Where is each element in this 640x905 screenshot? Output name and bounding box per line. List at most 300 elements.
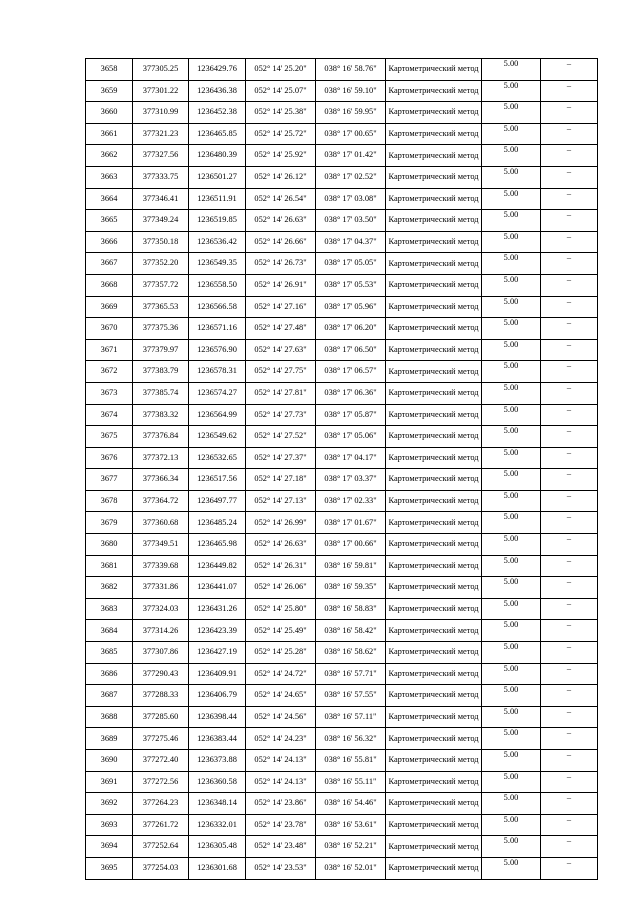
point-number-cell: 3676	[86, 447, 133, 469]
longitude-cell: 038° 17' 03.50"	[316, 210, 386, 232]
accuracy-cell: 5.00	[482, 123, 541, 145]
latitude-cell: 052° 14' 27.37"	[246, 447, 316, 469]
table-row	[86, 166, 598, 188]
point-number-cell: 3673	[86, 382, 133, 404]
longitude-cell: 038° 17' 00.66"	[316, 534, 386, 556]
method-cell: Картометрический метод	[386, 102, 482, 124]
longitude-cell: 038° 16' 55.11"	[316, 771, 386, 793]
note-cell: –	[541, 447, 598, 469]
note-cell: –	[541, 512, 598, 534]
x-coordinate-cell: 377350.18	[133, 231, 189, 253]
table-row	[86, 793, 598, 815]
x-coordinate-cell: 377379.97	[133, 339, 189, 361]
y-coordinate-cell: 1236564.99	[189, 404, 246, 426]
point-number-cell: 3668	[86, 274, 133, 296]
method-cell: Картометрический метод	[386, 577, 482, 599]
accuracy-cell: 5.00	[482, 426, 541, 448]
x-coordinate-cell: 377327.56	[133, 145, 189, 167]
table-row	[86, 102, 598, 124]
table-row	[86, 188, 598, 210]
longitude-cell: 038° 17' 03.08"	[316, 188, 386, 210]
note-cell: –	[541, 296, 598, 318]
note-cell: –	[541, 339, 598, 361]
latitude-cell: 052° 14' 25.07"	[246, 80, 316, 102]
x-coordinate-cell: 377305.25	[133, 59, 189, 81]
x-coordinate-cell: 377261.72	[133, 814, 189, 836]
note-cell: –	[541, 166, 598, 188]
note-cell: –	[541, 426, 598, 448]
x-coordinate-cell: 377365.53	[133, 296, 189, 318]
accuracy-cell: 5.00	[482, 274, 541, 296]
longitude-cell: 038° 16' 54.46"	[316, 793, 386, 815]
x-coordinate-cell: 377364.72	[133, 490, 189, 512]
table-row	[86, 231, 598, 253]
method-cell: Картометрический метод	[386, 771, 482, 793]
accuracy-cell: 5.00	[482, 361, 541, 383]
method-cell: Картометрический метод	[386, 404, 482, 426]
accuracy-cell: 5.00	[482, 102, 541, 124]
point-number-cell: 3664	[86, 188, 133, 210]
longitude-cell: 038° 16' 55.81"	[316, 750, 386, 772]
point-number-cell: 3686	[86, 663, 133, 685]
method-cell: Картометрический метод	[386, 642, 482, 664]
x-coordinate-cell: 377376.84	[133, 426, 189, 448]
y-coordinate-cell: 1236549.35	[189, 253, 246, 275]
note-cell: –	[541, 59, 598, 81]
x-coordinate-cell: 377372.13	[133, 447, 189, 469]
method-cell: Картометрический метод	[386, 490, 482, 512]
table-row	[86, 318, 598, 340]
longitude-cell: 038° 17' 01.67"	[316, 512, 386, 534]
x-coordinate-cell: 377272.56	[133, 771, 189, 793]
longitude-cell: 038° 17' 04.17"	[316, 447, 386, 469]
x-coordinate-cell: 377375.36	[133, 318, 189, 340]
x-coordinate-cell: 377264.23	[133, 793, 189, 815]
point-number-cell: 3680	[86, 534, 133, 556]
longitude-cell: 038° 17' 00.65"	[316, 123, 386, 145]
y-coordinate-cell: 1236431.26	[189, 598, 246, 620]
x-coordinate-cell: 377366.34	[133, 469, 189, 491]
note-cell: –	[541, 814, 598, 836]
point-number-cell: 3693	[86, 814, 133, 836]
table-row	[86, 577, 598, 599]
table-row	[86, 490, 598, 512]
x-coordinate-cell: 377383.32	[133, 404, 189, 426]
latitude-cell: 052° 14' 24.65"	[246, 685, 316, 707]
table-row	[86, 836, 598, 858]
coordinates-sheet	[85, 58, 597, 880]
accuracy-cell: 5.00	[482, 598, 541, 620]
method-cell: Картометрический метод	[386, 793, 482, 815]
point-number-cell: 3688	[86, 706, 133, 728]
y-coordinate-cell: 1236452.38	[189, 102, 246, 124]
table-row	[86, 210, 598, 232]
x-coordinate-cell: 377290.43	[133, 663, 189, 685]
y-coordinate-cell: 1236423.39	[189, 620, 246, 642]
note-cell: –	[541, 598, 598, 620]
note-cell: –	[541, 685, 598, 707]
longitude-cell: 038° 16' 58.62"	[316, 642, 386, 664]
table-row	[86, 469, 598, 491]
point-number-cell: 3685	[86, 642, 133, 664]
y-coordinate-cell: 1236517.56	[189, 469, 246, 491]
latitude-cell: 052° 14' 23.78"	[246, 814, 316, 836]
accuracy-cell: 5.00	[482, 318, 541, 340]
table-row	[86, 382, 598, 404]
point-number-cell: 3667	[86, 253, 133, 275]
longitude-cell: 038° 17' 05.06"	[316, 426, 386, 448]
point-number-cell: 3689	[86, 728, 133, 750]
point-number-cell: 3674	[86, 404, 133, 426]
point-number-cell: 3694	[86, 836, 133, 858]
note-cell: –	[541, 145, 598, 167]
longitude-cell: 038° 16' 58.76"	[316, 59, 386, 81]
table-row	[86, 534, 598, 556]
x-coordinate-cell: 377360.68	[133, 512, 189, 534]
accuracy-cell: 5.00	[482, 620, 541, 642]
accuracy-cell: 5.00	[482, 706, 541, 728]
coordinates-table	[85, 58, 598, 880]
accuracy-cell: 5.00	[482, 771, 541, 793]
longitude-cell: 038° 17' 06.57"	[316, 361, 386, 383]
latitude-cell: 052° 14' 26.91"	[246, 274, 316, 296]
note-cell: –	[541, 274, 598, 296]
x-coordinate-cell: 377339.68	[133, 555, 189, 577]
latitude-cell: 052° 14' 27.16"	[246, 296, 316, 318]
longitude-cell: 038° 17' 02.52"	[316, 166, 386, 188]
x-coordinate-cell: 377310.99	[133, 102, 189, 124]
point-number-cell: 3687	[86, 685, 133, 707]
longitude-cell: 038° 16' 59.10"	[316, 80, 386, 102]
note-cell: –	[541, 534, 598, 556]
table-row	[86, 145, 598, 167]
x-coordinate-cell: 377324.03	[133, 598, 189, 620]
method-cell: Картометрический метод	[386, 620, 482, 642]
table-row	[86, 620, 598, 642]
table-row	[86, 339, 598, 361]
y-coordinate-cell: 1236532.65	[189, 447, 246, 469]
point-number-cell: 3675	[86, 426, 133, 448]
note-cell: –	[541, 555, 598, 577]
method-cell: Картометрический метод	[386, 296, 482, 318]
accuracy-cell: 5.00	[482, 512, 541, 534]
x-coordinate-cell: 377349.51	[133, 534, 189, 556]
longitude-cell: 038° 16' 52.01"	[316, 857, 386, 879]
table-row	[86, 80, 598, 102]
latitude-cell: 052° 14' 27.81"	[246, 382, 316, 404]
latitude-cell: 052° 14' 27.18"	[246, 469, 316, 491]
point-number-cell: 3662	[86, 145, 133, 167]
latitude-cell: 052° 14' 26.31"	[246, 555, 316, 577]
table-row	[86, 447, 598, 469]
latitude-cell: 052° 14' 25.28"	[246, 642, 316, 664]
table-row	[86, 404, 598, 426]
accuracy-cell: 5.00	[482, 490, 541, 512]
point-number-cell: 3665	[86, 210, 133, 232]
longitude-cell: 038° 16' 59.95"	[316, 102, 386, 124]
latitude-cell: 052° 14' 24.56"	[246, 706, 316, 728]
method-cell: Картометрический метод	[386, 706, 482, 728]
table-row	[86, 728, 598, 750]
point-number-cell: 3692	[86, 793, 133, 815]
table-row	[86, 814, 598, 836]
longitude-cell: 038° 17' 01.42"	[316, 145, 386, 167]
x-coordinate-cell: 377285.60	[133, 706, 189, 728]
accuracy-cell: 5.00	[482, 382, 541, 404]
y-coordinate-cell: 1236332.01	[189, 814, 246, 836]
point-number-cell: 3671	[86, 339, 133, 361]
method-cell: Картометрический метод	[386, 382, 482, 404]
latitude-cell: 052° 14' 27.48"	[246, 318, 316, 340]
longitude-cell: 038° 17' 05.87"	[316, 404, 386, 426]
longitude-cell: 038° 16' 57.71"	[316, 663, 386, 685]
accuracy-cell: 5.00	[482, 836, 541, 858]
longitude-cell: 038° 16' 58.42"	[316, 620, 386, 642]
accuracy-cell: 5.00	[482, 59, 541, 81]
table-row	[86, 296, 598, 318]
method-cell: Картометрический метод	[386, 814, 482, 836]
accuracy-cell: 5.00	[482, 188, 541, 210]
note-cell: –	[541, 620, 598, 642]
latitude-cell: 052° 14' 24.72"	[246, 663, 316, 685]
table-row	[86, 685, 598, 707]
latitude-cell: 052° 14' 26.63"	[246, 534, 316, 556]
accuracy-cell: 5.00	[482, 210, 541, 232]
method-cell: Картометрический метод	[386, 534, 482, 556]
method-cell: Картометрический метод	[386, 728, 482, 750]
note-cell: –	[541, 771, 598, 793]
longitude-cell: 038° 17' 06.36"	[316, 382, 386, 404]
y-coordinate-cell: 1236436.38	[189, 80, 246, 102]
table-row	[86, 857, 598, 879]
longitude-cell: 038° 16' 59.35"	[316, 577, 386, 599]
accuracy-cell: 5.00	[482, 555, 541, 577]
method-cell: Картометрический метод	[386, 318, 482, 340]
x-coordinate-cell: 377288.33	[133, 685, 189, 707]
method-cell: Картометрический метод	[386, 188, 482, 210]
x-coordinate-cell: 377331.86	[133, 577, 189, 599]
method-cell: Картометрический метод	[386, 145, 482, 167]
accuracy-cell: 5.00	[482, 857, 541, 879]
note-cell: –	[541, 857, 598, 879]
accuracy-cell: 5.00	[482, 253, 541, 275]
note-cell: –	[541, 188, 598, 210]
table-row	[86, 253, 598, 275]
method-cell: Картометрический метод	[386, 59, 482, 81]
x-coordinate-cell: 377254.03	[133, 857, 189, 879]
point-number-cell: 3669	[86, 296, 133, 318]
accuracy-cell: 5.00	[482, 447, 541, 469]
point-number-cell: 3679	[86, 512, 133, 534]
latitude-cell: 052° 14' 25.72"	[246, 123, 316, 145]
y-coordinate-cell: 1236301.68	[189, 857, 246, 879]
note-cell: –	[541, 706, 598, 728]
longitude-cell: 038° 17' 05.53"	[316, 274, 386, 296]
longitude-cell: 038° 16' 52.21"	[316, 836, 386, 858]
latitude-cell: 052° 14' 26.54"	[246, 188, 316, 210]
y-coordinate-cell: 1236574.27	[189, 382, 246, 404]
latitude-cell: 052° 14' 25.20"	[246, 59, 316, 81]
table-row	[86, 361, 598, 383]
longitude-cell: 038° 16' 57.11"	[316, 706, 386, 728]
point-number-cell: 3695	[86, 857, 133, 879]
table-row	[86, 598, 598, 620]
accuracy-cell: 5.00	[482, 166, 541, 188]
x-coordinate-cell: 377307.86	[133, 642, 189, 664]
accuracy-cell: 5.00	[482, 231, 541, 253]
method-cell: Картометрический метод	[386, 447, 482, 469]
x-coordinate-cell: 377349.24	[133, 210, 189, 232]
y-coordinate-cell: 1236409.91	[189, 663, 246, 685]
latitude-cell: 052° 14' 26.73"	[246, 253, 316, 275]
accuracy-cell: 5.00	[482, 750, 541, 772]
point-number-cell: 3691	[86, 771, 133, 793]
y-coordinate-cell: 1236383.44	[189, 728, 246, 750]
point-number-cell: 3659	[86, 80, 133, 102]
y-coordinate-cell: 1236566.58	[189, 296, 246, 318]
latitude-cell: 052° 14' 26.99"	[246, 512, 316, 534]
latitude-cell: 052° 14' 26.63"	[246, 210, 316, 232]
method-cell: Картометрический метод	[386, 598, 482, 620]
note-cell: –	[541, 836, 598, 858]
y-coordinate-cell: 1236571.16	[189, 318, 246, 340]
table-row	[86, 642, 598, 664]
latitude-cell: 052° 14' 25.92"	[246, 145, 316, 167]
accuracy-cell: 5.00	[482, 80, 541, 102]
method-cell: Картометрический метод	[386, 750, 482, 772]
method-cell: Картометрический метод	[386, 231, 482, 253]
y-coordinate-cell: 1236360.58	[189, 771, 246, 793]
x-coordinate-cell: 377301.22	[133, 80, 189, 102]
y-coordinate-cell: 1236406.79	[189, 685, 246, 707]
point-number-cell: 3658	[86, 59, 133, 81]
table-row	[86, 512, 598, 534]
method-cell: Картометрический метод	[386, 857, 482, 879]
table-row	[86, 274, 598, 296]
table-row	[86, 123, 598, 145]
method-cell: Картометрический метод	[386, 555, 482, 577]
method-cell: Картометрический метод	[386, 512, 482, 534]
latitude-cell: 052° 14' 27.13"	[246, 490, 316, 512]
note-cell: –	[541, 382, 598, 404]
note-cell: –	[541, 663, 598, 685]
accuracy-cell: 5.00	[482, 728, 541, 750]
x-coordinate-cell: 377321.23	[133, 123, 189, 145]
accuracy-cell: 5.00	[482, 404, 541, 426]
accuracy-cell: 5.00	[482, 469, 541, 491]
x-coordinate-cell: 377357.72	[133, 274, 189, 296]
y-coordinate-cell: 1236441.07	[189, 577, 246, 599]
method-cell: Картометрический метод	[386, 685, 482, 707]
note-cell: –	[541, 253, 598, 275]
table-row	[86, 750, 598, 772]
method-cell: Картометрический метод	[386, 210, 482, 232]
note-cell: –	[541, 404, 598, 426]
method-cell: Картометрический метод	[386, 123, 482, 145]
latitude-cell: 052° 14' 23.86"	[246, 793, 316, 815]
y-coordinate-cell: 1236558.50	[189, 274, 246, 296]
x-coordinate-cell: 377252.64	[133, 836, 189, 858]
note-cell: –	[541, 361, 598, 383]
point-number-cell: 3681	[86, 555, 133, 577]
table-row	[86, 59, 598, 81]
x-coordinate-cell: 377383.79	[133, 361, 189, 383]
latitude-cell: 052° 14' 27.52"	[246, 426, 316, 448]
accuracy-cell: 5.00	[482, 339, 541, 361]
x-coordinate-cell: 377272.40	[133, 750, 189, 772]
point-number-cell: 3678	[86, 490, 133, 512]
y-coordinate-cell: 1236427.19	[189, 642, 246, 664]
method-cell: Картометрический метод	[386, 274, 482, 296]
longitude-cell: 038° 17' 02.33"	[316, 490, 386, 512]
latitude-cell: 052° 14' 24.13"	[246, 771, 316, 793]
y-coordinate-cell: 1236578.31	[189, 361, 246, 383]
point-number-cell: 3690	[86, 750, 133, 772]
y-coordinate-cell: 1236576.90	[189, 339, 246, 361]
y-coordinate-cell: 1236449.82	[189, 555, 246, 577]
accuracy-cell: 5.00	[482, 793, 541, 815]
note-cell: –	[541, 210, 598, 232]
longitude-cell: 038° 17' 04.37"	[316, 231, 386, 253]
y-coordinate-cell: 1236465.85	[189, 123, 246, 145]
note-cell: –	[541, 642, 598, 664]
point-number-cell: 3661	[86, 123, 133, 145]
latitude-cell: 052° 14' 27.63"	[246, 339, 316, 361]
x-coordinate-cell: 377385.74	[133, 382, 189, 404]
x-coordinate-cell: 377314.26	[133, 620, 189, 642]
y-coordinate-cell: 1236511.91	[189, 188, 246, 210]
y-coordinate-cell: 1236465.98	[189, 534, 246, 556]
point-number-cell: 3660	[86, 102, 133, 124]
accuracy-cell: 5.00	[482, 642, 541, 664]
note-cell: –	[541, 490, 598, 512]
accuracy-cell: 5.00	[482, 577, 541, 599]
note-cell: –	[541, 318, 598, 340]
point-number-cell: 3683	[86, 598, 133, 620]
longitude-cell: 038° 16' 58.83"	[316, 598, 386, 620]
method-cell: Картометрический метод	[386, 469, 482, 491]
latitude-cell: 052° 14' 24.23"	[246, 728, 316, 750]
longitude-cell: 038° 17' 06.20"	[316, 318, 386, 340]
latitude-cell: 052° 14' 27.73"	[246, 404, 316, 426]
latitude-cell: 052° 14' 26.06"	[246, 577, 316, 599]
table-row	[86, 771, 598, 793]
note-cell: –	[541, 102, 598, 124]
x-coordinate-cell: 377333.75	[133, 166, 189, 188]
note-cell: –	[541, 577, 598, 599]
method-cell: Картометрический метод	[386, 426, 482, 448]
point-number-cell: 3666	[86, 231, 133, 253]
accuracy-cell: 5.00	[482, 814, 541, 836]
longitude-cell: 038° 17' 06.50"	[316, 339, 386, 361]
y-coordinate-cell: 1236497.77	[189, 490, 246, 512]
note-cell: –	[541, 469, 598, 491]
longitude-cell: 038° 17' 05.96"	[316, 296, 386, 318]
accuracy-cell: 5.00	[482, 663, 541, 685]
note-cell: –	[541, 793, 598, 815]
latitude-cell: 052° 14' 27.75"	[246, 361, 316, 383]
x-coordinate-cell: 377275.46	[133, 728, 189, 750]
method-cell: Картометрический метод	[386, 339, 482, 361]
method-cell: Картометрический метод	[386, 663, 482, 685]
method-cell: Картометрический метод	[386, 166, 482, 188]
table-row	[86, 663, 598, 685]
point-number-cell: 3677	[86, 469, 133, 491]
y-coordinate-cell: 1236485.24	[189, 512, 246, 534]
note-cell: –	[541, 123, 598, 145]
y-coordinate-cell: 1236549.62	[189, 426, 246, 448]
y-coordinate-cell: 1236480.39	[189, 145, 246, 167]
